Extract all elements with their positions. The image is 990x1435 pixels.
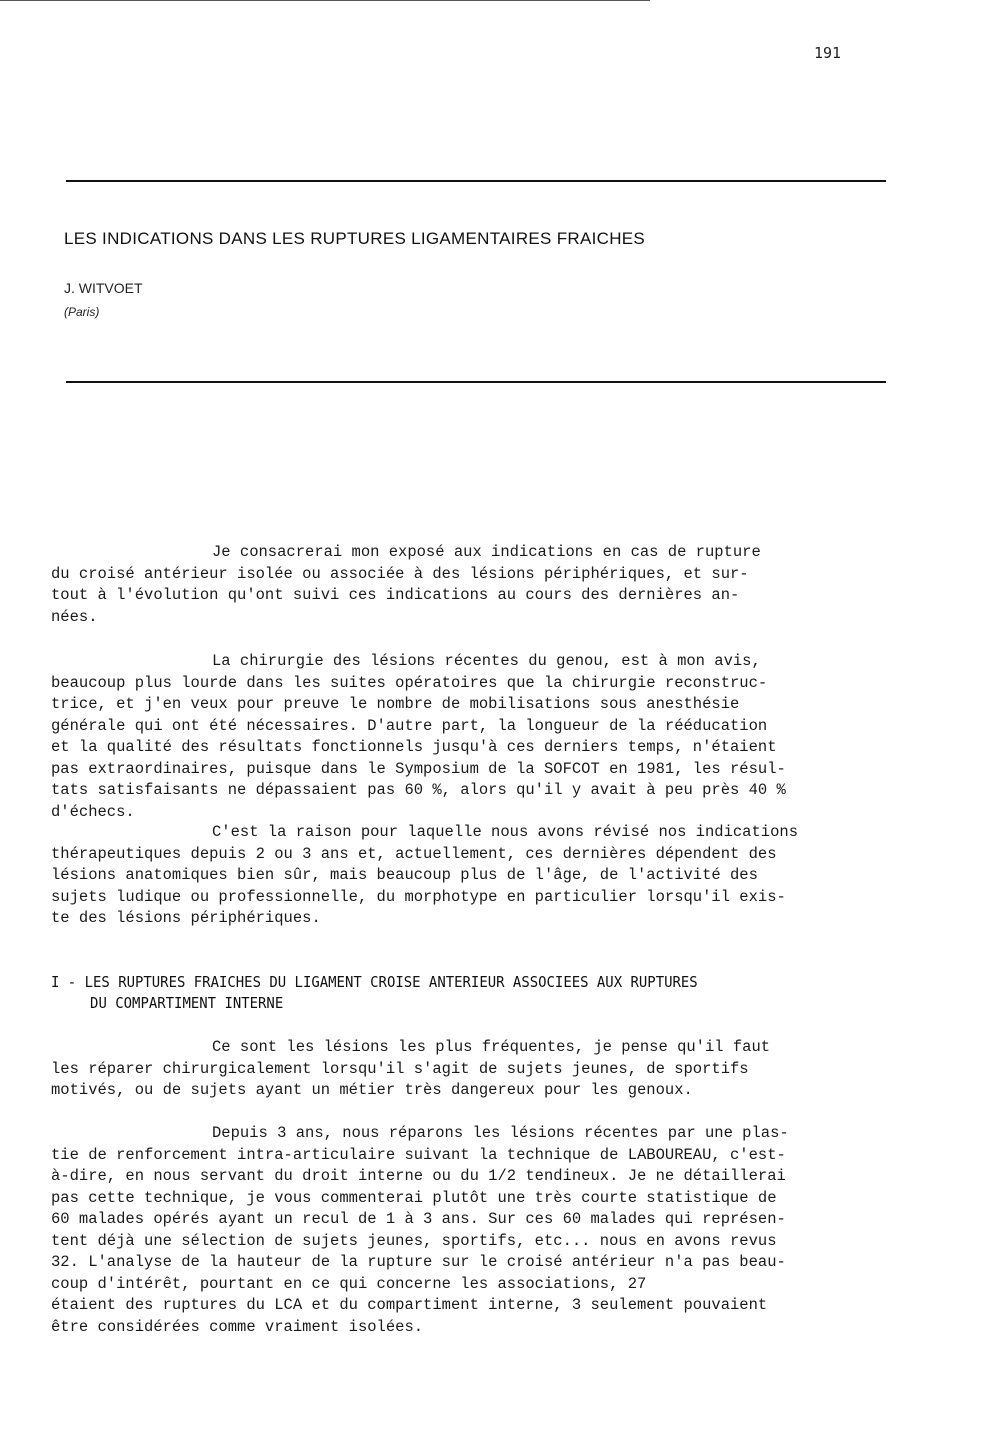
- text-line: pas extraordinaires, puisque dans le Symposium de la SOFCOT en 1981, les résul-: [51, 759, 786, 778]
- paragraph-frequent-lesions: [51, 1037, 770, 1102]
- section-heading-line: I - LES RUPTURES FRAICHES DU LIGAMENT CROISE ANTERIEUR ASSOCIEES AUX RUPTURES: [51, 973, 698, 991]
- text-line: nées.: [51, 607, 98, 626]
- text-line: lésions anatomiques bien sûr, mais beaucoup plus de l'âge, de l'activité des: [51, 866, 758, 884]
- text-line: à-dire, en nous servant du droit interne ou du 1/2 tendineux. Je ne détaillerai: [51, 1167, 786, 1185]
- text-line: 60 malades opérés ayant un recul de 1 à 3 ans. Sur ces 60 malades qui représen-: [51, 1210, 786, 1228]
- paragraph-surgery: [51, 651, 786, 823]
- text-line: et la qualité des résultats fonctionnels jusqu'à ces derniers temps, n'étaient: [51, 738, 777, 756]
- article-title: LES INDICATIONS DANS LES RUPTURES LIGAMENTAIRES FRAICHES: [64, 229, 646, 248]
- text-line: te des lésions périphériques.: [51, 909, 321, 927]
- text-line: pas cette technique, je vous commenterai plutôt une très courte statistique de: [51, 1188, 777, 1207]
- text-line: du croisé antérieur isolée ou associée à des lésions périphériques, et sur-: [51, 564, 749, 583]
- top-edge-rule: [0, 0, 650, 1]
- text-line: tent déjà une sélection de sujets jeunes, sportifs, etc... nous en avons revus: [51, 1231, 777, 1250]
- text-line: trice, et j'en veux pour preuve le nombre de mobilisations sous anesthésie: [51, 695, 740, 713]
- text-line: motivés, ou de sujets ayant un métier très dangereux pour les genoux.: [51, 1081, 693, 1099]
- text-line: Depuis 3 ans, nous réparons les lésions récentes par une plas-: [212, 1124, 789, 1142]
- text-line: tie de renforcement intra-articulaire suivant la technique de LABOUREAU, c'est-: [51, 1145, 786, 1164]
- text-line: tout à l'évolution qu'ont suivi ces indications au cours des dernières an-: [51, 586, 740, 604]
- text-line: thérapeutiques depuis 2 ou 3 ans et, actuellement, ces dernières dépendent des: [51, 844, 777, 863]
- author-affiliation: (Paris): [64, 305, 100, 319]
- text-line: Je consacrerai mon exposé aux indications en cas de rupture: [212, 543, 761, 561]
- text-line: Ce sont les lésions les plus fréquentes, je pense qu'il faut: [212, 1038, 771, 1056]
- paragraph-indications: [51, 822, 798, 930]
- text-line: étaient des ruptures du LCA et du compartiment interne, 3 seulement pouvaient: [51, 1296, 768, 1314]
- text-line: les réparer chirurgicalement lorsqu'il s'agit de sujets jeunes, de sportifs: [51, 1059, 749, 1078]
- text-line: C'est la raison pour laquelle nous avons révisé nos indications: [212, 823, 798, 841]
- paragraph-intro: [51, 542, 761, 628]
- text-line: beaucoup plus lourde dans les suites opératoires que la chirurgie reconstruc-: [51, 673, 768, 692]
- text-line: tats satisfaisants ne dépassaient pas 60 %, alors qu'il y avait à peu près 40 %: [51, 781, 786, 799]
- page-number: 191: [814, 44, 842, 62]
- text-line: être considérées comme vraiment isolées.: [51, 1317, 424, 1336]
- section-heading: [51, 972, 698, 1014]
- paragraph-statistics: [51, 1123, 789, 1338]
- header-rule-bottom: [66, 381, 886, 383]
- text-line: 32. L'analyse de la hauteur de la rupture sur le croisé antérieur n'a pas beau-: [51, 1253, 786, 1271]
- header-rule-top: [66, 180, 886, 182]
- section-heading-line: DU COMPARTIMENT INTERNE: [90, 994, 284, 1012]
- text-line: coup d'intérêt, pourtant en ce qui concerne les associations, 27: [51, 1274, 647, 1293]
- article-author: J. WITVOET: [64, 280, 143, 296]
- text-line: La chirurgie des lésions récentes du genou, est à mon avis,: [212, 652, 761, 670]
- text-line: d'échecs.: [51, 802, 135, 821]
- text-line: sujets ludique ou professionnelle, du morphotype en particulier lorsqu'il exis-: [51, 887, 786, 906]
- text-line: générale qui ont été nécessaires. D'autre part, la longueur de la rééducation: [51, 716, 768, 735]
